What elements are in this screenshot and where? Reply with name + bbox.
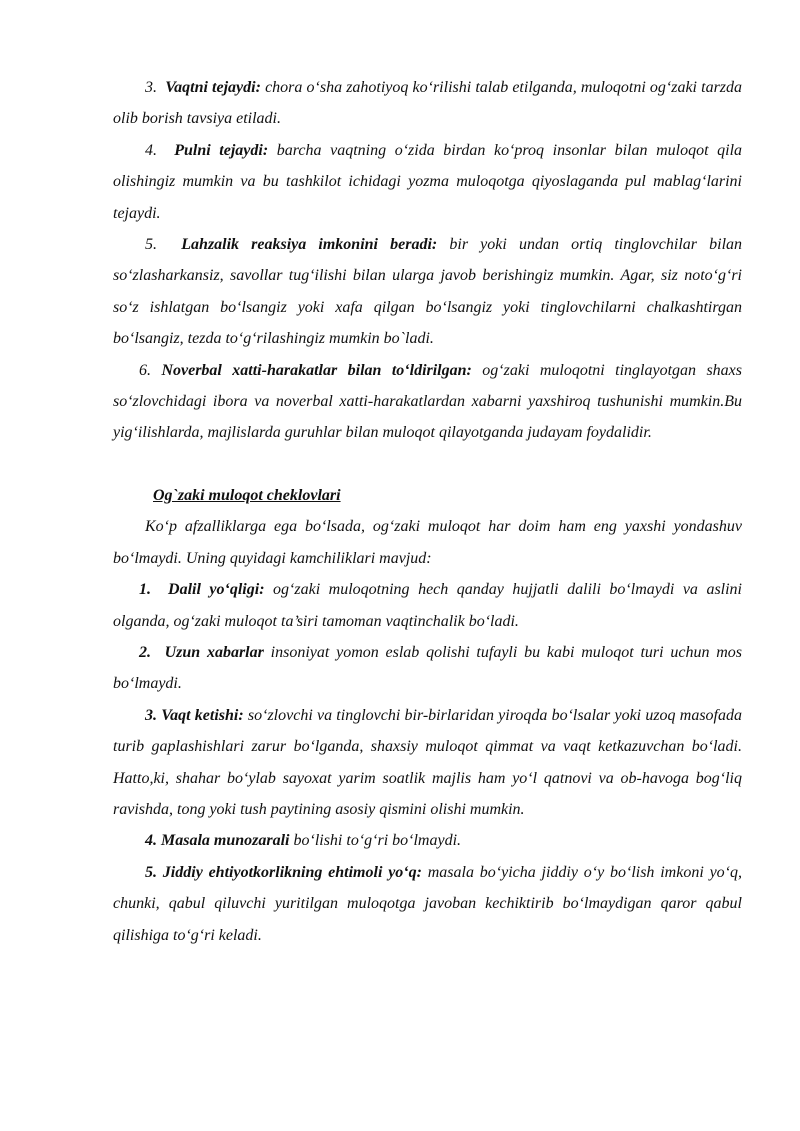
advantage-item bbox=[113, 229, 742, 355]
item-term: Jiddiy ehtiyotkorlikning ehtimoli yoʻq: bbox=[162, 863, 422, 881]
item-number: 5. bbox=[145, 236, 157, 254]
section-heading: Og`zaki muloqot cheklovlari bbox=[153, 486, 341, 504]
item-text: bir yoki undan ortiq tinglovchilar bilan soʻzlasharkansiz, savollar tugʻilishi bilan ularga javob berishingiz mumkin. Agar, siz notoʻgʻri soʻz ishlatgan boʻlsangiz yoki xafa qilgan boʻlsangiz yoki tinglovchilarni chalkashtirgan boʻlsangiz, tezda toʻgʻrilashingiz mumkin bo`ladi. bbox=[113, 236, 743, 348]
advantage-item bbox=[113, 355, 742, 449]
item-number: 2. bbox=[139, 643, 151, 661]
limitation-item bbox=[113, 637, 742, 700]
advantage-item bbox=[113, 135, 742, 229]
item-term: Noverbal xatti-harakatlar bilan toʻldirilgan: bbox=[161, 361, 472, 379]
item-term: Masala munozarali bbox=[161, 832, 290, 850]
item-number: 6. bbox=[139, 361, 151, 379]
item-term: Uzun xabarlar bbox=[164, 643, 264, 661]
advantage-item bbox=[113, 72, 742, 135]
item-number: 3. bbox=[145, 706, 157, 724]
item-number: 4. bbox=[145, 832, 157, 850]
section-gap bbox=[113, 449, 742, 480]
item-term: Vaqtni tejaydi: bbox=[165, 79, 261, 96]
section-intro: Koʻp afzalliklarga ega boʻlsada, ogʻzaki muloqot har doim ham eng yaxshi yondashuv boʻlmaydi. Uning quyidagi kamchiliklari mavjud: bbox=[113, 518, 742, 567]
item-text: masala boʻyicha jiddiy oʻy boʻlish imkoni yoʻq, chunki, qabul qiluvchi yuritilgan muloqotga javoban kechiktirib boʻlmaydigan qaror qabul qilishiga toʻgʻri keladi. bbox=[113, 863, 742, 944]
item-number: 5. bbox=[145, 863, 157, 881]
item-term: Dalil yoʻqligi: bbox=[168, 581, 265, 599]
item-number: 3. bbox=[145, 79, 157, 96]
item-text: chora oʻsha zahotiyoq koʻrilishi talab etilganda, muloqotni ogʻzaki tarzda olib borish tavsiya etiladi. bbox=[113, 79, 743, 128]
item-text: ogʻzaki muloqotni tinglayotgan shaxs soʻzlovchidagi ibora va noverbal xatti-harakatlardan xabarni yaxshiroq tushunishi mumkin.Bu yigʻilishlarda, majlislarda guruhlar bilan muloqot qilayotganda judayam foydalidir. bbox=[113, 361, 743, 442]
item-text: barcha vaqtning oʻzida birdan koʻproq insonlar bilan muloqot qila olishingiz mumkin va bu tashkilot ichidagi yozma muloqotga qiyoslaganda pul mablagʻlarini tejaydi. bbox=[113, 141, 743, 222]
item-number: 1. bbox=[139, 581, 151, 599]
item-text: soʻzlovchi va tinglovchi bir-birlaridan yiroqda boʻlsalar yoki uzoq masofada turib gaplashishlari zarur boʻlganda, shaxsiy muloqot qimmat va vaqt ketkazuvchan boʻladi. Hatto,ki, shahar boʻylab sayoxat yarim soatlik majlis ham yoʻl qatnovi va ob-havoga bogʻliq ravishda, tong yoki tush paytining asosiy qismini olishi mumkin. bbox=[113, 706, 743, 818]
item-text: insoniyat yomon eslab qolishi tufayli bu kabi muloqot turi uchun mos boʻlmaydi. bbox=[113, 643, 743, 693]
limitation-item bbox=[113, 825, 742, 856]
limitation-item bbox=[113, 857, 742, 951]
limitation-item bbox=[113, 574, 742, 637]
item-term: Lahzalik reaksiya imkonini beradi: bbox=[181, 236, 438, 254]
item-term: Vaqt ketishi: bbox=[161, 706, 244, 724]
limitation-item bbox=[113, 700, 742, 826]
item-term: Pulni tejaydi: bbox=[174, 141, 269, 159]
item-text: boʻlishi toʻgʻri boʻlmaydi. bbox=[293, 832, 462, 850]
item-text: ogʻzaki muloqotning hech qanday hujjatli dalili boʻlmaydi va aslini olganda, ogʻzaki muloqot ta’siri tamoman vaqtinchalik boʻladi. bbox=[113, 581, 743, 630]
item-number: 4. bbox=[145, 141, 157, 159]
